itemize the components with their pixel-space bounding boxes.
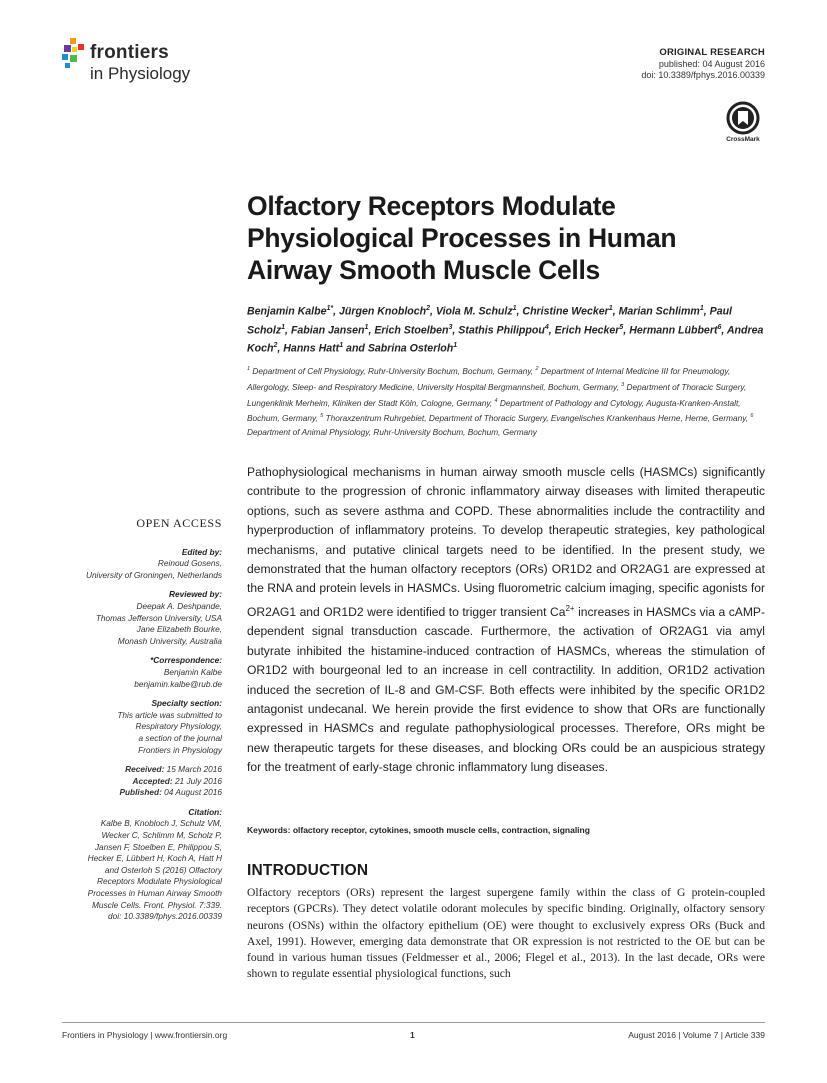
- citation-line: Muscle Cells. Front. Physiol. 7:339.: [91, 899, 222, 910]
- logo-brand: frontiers: [90, 42, 169, 63]
- published-label: Published:: [119, 787, 162, 798]
- specialty-section: [52, 710, 222, 756]
- author-name[interactable]: Benjamin Kalbe: [247, 305, 327, 318]
- accepted-label: Accepted:: [132, 775, 173, 786]
- published-value: 04 August 2016: [161, 787, 222, 798]
- author-separator: ,: [623, 324, 630, 337]
- affiliations: [247, 362, 767, 439]
- author-name[interactable]: Hanns Hatt: [283, 343, 340, 355]
- correspondence: [52, 667, 222, 690]
- journal-logo: [60, 36, 220, 86]
- abstract-part-1: Pathophysiological mechanisms in human airway smooth muscle cells (HASMCs) significantly contribute to the progression of chronic inflammatory airway diseases with limited therapeutic options, such as severe asthma and COPD. These abnormalities include the contractility and hyperproduction of inflammatory proteins. To develop therapeutic strategies, key pathological mechanisms, and putative clinical targets need to be identified. In the present study, we demonstrated that the human olfactory receptors (ORs) OR1D2 and OR2AG1 are expressed at the RNA and protein levels in HASMCs. Using fluorometric calcium imaging, specific agonists for OR2AG1 and OR1D2 were identified to trigger transient Ca: [247, 465, 765, 619]
- author-separator: ,: [703, 305, 710, 318]
- keywords: Keywords: olfactory receptor, cytokines, smooth muscle cells, contraction, signaling: [247, 825, 590, 835]
- author-affiliation-number: 1: [339, 342, 344, 350]
- citation-line: Wecker C, Schlimm M, Scholz P,: [101, 830, 222, 841]
- affiliation-text: Department of Thoracic Surgery, Lungenklinik Merheim, Kliniken der Stadt Köln, Cologne, Germany,: [247, 381, 747, 408]
- author-affiliation-number: 2: [273, 342, 278, 350]
- author-name[interactable]: Erich Hecker: [554, 324, 620, 337]
- abstract: [247, 463, 765, 778]
- affiliation-number: 1: [247, 366, 251, 372]
- citation-line: Jansen F, Stoelben E, Philippou S,: [94, 841, 222, 852]
- specialty-line: Respiratory Physiology,: [135, 721, 222, 732]
- author-affiliation-number: 1: [608, 305, 613, 312]
- reviewer-line: Monash University, Australia: [117, 635, 222, 646]
- footer-divider: [62, 1022, 765, 1023]
- author-separator: ,: [452, 324, 459, 337]
- citation-line: Hecker E, Lübbert H, Koch A, Hatt H: [87, 853, 222, 864]
- specialty-line: This article was submitted to: [117, 709, 222, 720]
- affiliation-number: 5: [320, 413, 324, 420]
- affiliation-text: Department of Animal Physiology, Ruhr-University Bochum, Bochum, Germany: [247, 427, 537, 438]
- published-date-sidebar: [52, 787, 222, 799]
- article-sidebar: [52, 518, 222, 923]
- citation-line: Kalbe B, Knobloch J, Schulz VM,: [100, 818, 222, 829]
- author-separator: ,: [548, 324, 555, 337]
- author-separator: ,: [285, 324, 291, 337]
- reviewer-line: Thomas Jefferson University, USA: [95, 612, 222, 623]
- author-name[interactable]: Stathis Philippou: [458, 324, 545, 337]
- author-separator: ,: [333, 305, 339, 318]
- accepted-value: 21 July 2016: [172, 775, 222, 786]
- author-name[interactable]: Andrea Koch: [247, 324, 764, 355]
- author-affiliation-number: 1*: [326, 305, 334, 312]
- introduction-text: Olfactory receptors (ORs) represent the largest supergene family within the class of G protein-coupled receptors (GPCRs). They detect volatile odorant molecules by specific binding. Originally, olfactory sensory neurons (OSNs) within the olfactory epithelium (OE) were thought to exclusively express ORs (Buck and Axel, 1991). However, emerging data demonstrate that OR expression is not restricted to the OE but can be found in various human tissues (Feldmesser et al., 2006; Flegel et al., 2013). In the last decade, ORs were shown to regulate essential physiological functions, such: [247, 886, 765, 981]
- affiliation-number: 6: [750, 413, 754, 420]
- frontiers-logo-icon: [60, 36, 88, 76]
- edited-by: [52, 558, 222, 581]
- article-dates: [52, 764, 222, 799]
- received-label: Received:: [125, 764, 165, 775]
- citation-line: doi: 10.3389/fphys.2016.00339: [108, 911, 222, 922]
- abstract-superscript: 2+: [565, 603, 575, 613]
- crossmark-label: CrossMark: [726, 136, 760, 143]
- author-name[interactable]: Fabian Jansen: [290, 324, 365, 337]
- correspondence-line: Benjamin Kalbe: [163, 666, 222, 677]
- correspondence-line: benjamin.kalbe@rub.de: [134, 678, 222, 689]
- received-value: 15 March 2016: [164, 764, 222, 775]
- affiliation-number: 2: [535, 366, 539, 372]
- author-name[interactable]: Paul Scholz: [247, 305, 732, 337]
- citation-label: Citation:: [188, 806, 222, 817]
- author-affiliation-number: 1: [453, 342, 458, 350]
- citation-line: and Osterloh S (2016) Olfactory: [104, 864, 222, 875]
- affiliation-text: Thoraxzentrum Ruhrgebiet, Department of Thoracic Surgery, Evangelisches Krankenhaus Herne, Herne, Germany,: [323, 413, 751, 424]
- logo-journal: in Physiology: [90, 64, 191, 83]
- author-affiliation-number: 1: [699, 305, 704, 312]
- affiliation-text: Department of Cell Physiology, Ruhr-University Bochum, Bochum, Germany,: [250, 365, 536, 376]
- author-name[interactable]: Viola M. Schulz: [435, 305, 513, 318]
- article-header: [641, 47, 765, 82]
- author-name[interactable]: Christine Wecker: [522, 305, 609, 318]
- author-separator: ,: [368, 324, 375, 337]
- author-name[interactable]: Marian Schlimm: [618, 305, 700, 318]
- introduction-heading: INTRODUCTION: [247, 862, 369, 879]
- doi[interactable]: doi: 10.3389/fphys.2016.00339: [641, 70, 765, 80]
- author-separator: ,: [516, 305, 523, 318]
- crossmark-badge[interactable]: [722, 101, 764, 149]
- published-date: published: 04 August 2016: [658, 58, 765, 69]
- accepted-date: [52, 776, 222, 788]
- author-separator: and: [343, 343, 368, 355]
- author-separator: ,: [430, 305, 436, 318]
- reviewed-by-label: Reviewed by:: [168, 589, 222, 600]
- footer-citation: August 2016 | Volume 7 | Article 339: [628, 1030, 765, 1040]
- citation-line: Receptors Modulate Physiological: [97, 876, 222, 887]
- received-date: [52, 764, 222, 776]
- correspondence-label: *Correspondence:: [150, 655, 222, 666]
- article-type: ORIGINAL RESEARCH: [659, 47, 765, 58]
- open-access-label: OPEN ACCESS: [136, 516, 222, 530]
- author-affiliation-number: 6: [717, 323, 722, 331]
- author-separator: ,: [277, 343, 284, 355]
- author-affiliation-number: 1: [364, 323, 369, 331]
- editor-line: Reinoud Gosens,: [157, 558, 222, 569]
- reviewer-line: Jane Elizabeth Bourke,: [136, 624, 222, 635]
- reviewed-by: [52, 601, 222, 647]
- author-affiliation-number: 3: [448, 323, 453, 331]
- affiliation-number: 3: [621, 381, 625, 388]
- reviewer-line: Deepak A. Deshpande,: [136, 600, 222, 611]
- author-affiliation-number: 1: [281, 323, 286, 331]
- author-affiliation-number: 5: [619, 323, 624, 331]
- author-affiliation-number: 1: [512, 305, 517, 312]
- author-list: [247, 301, 767, 357]
- author-affiliation-number: 4: [544, 323, 549, 331]
- author-affiliation-number: 2: [426, 305, 431, 312]
- author-separator: ,: [612, 305, 619, 318]
- author-separator: ,: [721, 324, 727, 337]
- abstract-part-2: increases in HASMCs via a cAMP-dependent signal transduction cascade. Furthermore, the activation of OR2AG1 via amyl butyrate inhibited the histamine-induced contraction of HASMCs, whereas the stimulation of OR1D2 with bourgeonal led to an increase in cell contractility. In addition, OR1D2 activation induced the secretion of IL-8 and GM-CSF. Both effects were inhibited by the specific OR1D2 antagonist undecanal. We herein provide the first evidence to show that ORs are functionally expressed in HASMCs and regulate pathophysiological processes. Therefore, ORs might be new therapeutic targets for these diseases, and blocking ORs could be an auspicious strategy for the treatment of early-stage chronic inflammatory lung diseases.: [247, 604, 765, 775]
- specialty-label: Specialty section:: [151, 698, 222, 709]
- editor-line: University of Groningen, Netherlands: [85, 569, 222, 580]
- citation-line: Processes in Human Airway Smooth: [87, 888, 222, 899]
- citation: [52, 818, 222, 922]
- article-title: Olfactory Receptors Modulate Physiological Processes in Human Airway Smooth Muscle Cells: [247, 191, 677, 285]
- specialty-line: a section of the journal: [138, 732, 222, 743]
- footer-journal[interactable]: Frontiers in Physiology | www.frontiersin.org: [62, 1030, 228, 1040]
- author-name[interactable]: Erich Stoelben: [374, 324, 449, 337]
- author-name[interactable]: Hermann Lübbert: [629, 324, 718, 337]
- author-name[interactable]: Sabrina Osterloh: [367, 343, 454, 355]
- specialty-line: Frontiers in Physiology: [138, 744, 222, 755]
- crossmark-icon: [726, 101, 760, 135]
- author-name[interactable]: Jürgen Knobloch: [339, 305, 427, 318]
- edited-by-label: Edited by:: [181, 546, 222, 557]
- affiliation-number: 4: [494, 397, 498, 404]
- page-number: 1: [410, 1030, 415, 1040]
- affiliation-text: Department of Pathology and Cytology, Augusta-Kranken-Anstalt, Bochum, Germany,: [247, 397, 741, 424]
- affiliation-text: Department of Internal Medicine III for Pneumology, Allergology, Sleep- and Respiratory Medicine, University Hospital Bergmannsheil, Bochum, Germany,: [247, 365, 731, 392]
